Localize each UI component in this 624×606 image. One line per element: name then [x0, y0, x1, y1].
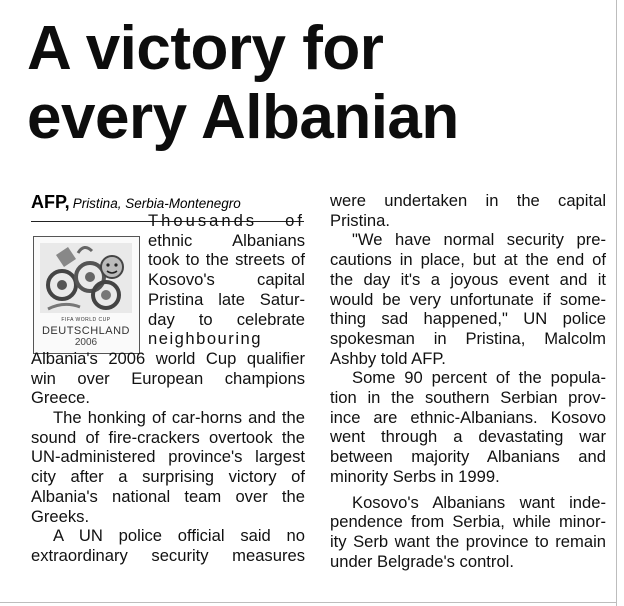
article-column-right: [330, 191, 606, 571]
text-line: The honking of car-horns and the: [53, 408, 305, 428]
text-line: sound of fire-crackers overtook the: [31, 427, 305, 447]
text-line: Thousands of: [148, 211, 305, 230]
logo-name: DEUTSCHLAND: [41, 325, 130, 337]
text-line: Kosovo's Albanians want inde-: [352, 492, 606, 512]
paragraph-2: [31, 408, 305, 526]
text-line: minority Serbs in 1999.: [330, 466, 500, 486]
text-line: neighbouring: [148, 329, 262, 349]
text-line: the day it's a joyous event and it: [330, 269, 606, 289]
text-line: cautions in place, but at the end of: [330, 250, 606, 270]
text-line: ity Serb want the province to remain: [330, 531, 606, 551]
logo-small-text: FIFA WORLD CUP: [61, 317, 111, 323]
text-line: Pristina.: [330, 210, 390, 230]
text-line: thing sad happened," UN police: [330, 309, 606, 329]
text-line: between majority Albanians and: [330, 447, 606, 467]
text-line: spokesman in Pristina, Malcolm: [330, 328, 606, 348]
page-edge-bottom: [0, 602, 617, 603]
text-line: under Belgrade's control.: [330, 551, 514, 571]
paragraph-6: [330, 493, 606, 572]
text-line: ethnic Albanians: [148, 230, 305, 250]
text-line: were undertaken in the capital: [330, 191, 606, 210]
text-line: took to the streets of: [148, 250, 305, 270]
text-line: extraordinary security measures: [31, 545, 305, 565]
logo-year: 2006: [74, 337, 98, 348]
article-column-left: [31, 211, 305, 566]
paragraph-4: [330, 230, 606, 368]
headline-line-2: every Albanian: [27, 83, 459, 152]
text-line: would be very unfortunate if some-: [330, 289, 606, 309]
text-line: city after a surprising victory of: [31, 467, 305, 487]
text-line: Ashby told AFP.: [330, 348, 446, 368]
text-line: day to celebrate: [148, 309, 305, 329]
text-line: Greeks.: [31, 506, 90, 526]
text-line: Some 90 percent of the popula-: [352, 368, 606, 388]
paragraph-lead: [31, 211, 305, 408]
paragraph-3-continued: [330, 191, 606, 230]
paragraph-3: [31, 526, 305, 565]
headline-line-1: A victory for: [27, 14, 384, 83]
text-line: UN-administered province's largest: [31, 447, 305, 467]
text-line: win over European champions: [31, 368, 305, 388]
text-line: ince are ethnic-Albanians. Kosovo: [330, 407, 606, 427]
text-line: tion in the southern Serbian prov-: [330, 388, 606, 408]
text-line: pendence from Serbia, while minor-: [330, 512, 606, 532]
article-headline: [27, 14, 587, 152]
text-line: Greece.: [31, 388, 91, 408]
text-line: Pristina late Satur-: [148, 289, 305, 309]
byline-agency: AFP,: [31, 192, 70, 212]
text-line: "We have normal security pre-: [352, 230, 606, 250]
paragraph-5: [330, 368, 606, 486]
page-edge-right: [616, 0, 617, 606]
text-line: Albania's national team over the: [31, 486, 305, 506]
text-line: A UN police official said no: [53, 526, 305, 546]
text-line: Kosovo's capital: [148, 270, 305, 290]
byline-place: Pristina, Serbia-Montenegro: [72, 196, 241, 211]
text-line: went through a devastating war: [330, 427, 606, 447]
text-line: Albania's 2006 world Cup qualifier: [31, 348, 305, 368]
